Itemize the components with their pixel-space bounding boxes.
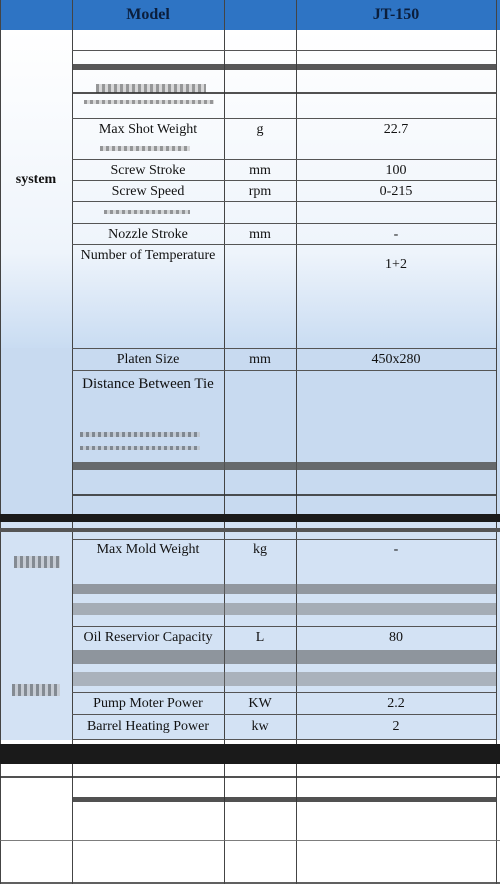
param-value: 100 (385, 162, 407, 178)
param-value: 1+2 (385, 257, 407, 272)
scan-artifact (73, 584, 496, 594)
scan-artifact (80, 432, 200, 437)
table-row (72, 244, 496, 349)
table-row (72, 159, 496, 181)
scan-artifact (73, 797, 496, 802)
scan-artifact (104, 210, 190, 214)
scan-artifact (100, 146, 190, 151)
param-value: 22.7 (383, 121, 409, 137)
table-row (72, 118, 496, 140)
param-unit: L (255, 630, 265, 645)
scan-artifact (73, 64, 496, 70)
param-value: - (393, 542, 399, 557)
header-model-label: Model (126, 6, 170, 23)
param-unit: rpm (248, 183, 272, 199)
param-unit: g (256, 121, 264, 137)
param-value: 2 (392, 719, 400, 734)
scan-artifact (0, 514, 500, 522)
scan-artifact (73, 462, 496, 470)
table-row (72, 370, 496, 397)
scan-artifact (73, 603, 496, 615)
param-name: Nozzle Stroke (108, 226, 188, 242)
table-row (72, 348, 496, 371)
scan-artifact (0, 776, 500, 778)
param-value: 2.2 (387, 696, 405, 711)
scan-artifact (73, 672, 496, 686)
scan-artifact (12, 684, 60, 696)
param-name: Pump Moter Power (93, 696, 203, 711)
param-name: Distance Between Tie (82, 375, 214, 392)
group-label-system: system (15, 172, 57, 187)
table-row (72, 692, 496, 715)
scan-artifact (73, 92, 496, 94)
table-row (72, 223, 496, 245)
param-value: 450x280 (371, 352, 421, 367)
param-name: Platen Size (116, 352, 180, 367)
param-name: Barrel Heating Power (86, 719, 210, 734)
scan-artifact (73, 494, 496, 496)
param-unit: kw (251, 719, 269, 734)
scan-artifact (0, 840, 500, 841)
param-name: Max Mold Weight (96, 542, 200, 557)
param-name: Screw Stroke (110, 162, 186, 178)
param-unit: KW (248, 696, 272, 711)
param-value: 0-215 (379, 183, 413, 199)
param-name: Max Shot Weight (98, 121, 198, 137)
param-value: - (393, 226, 399, 242)
table-row (72, 626, 496, 649)
param-unit: mm (249, 226, 271, 242)
table-row (72, 50, 496, 65)
scan-artifact (80, 446, 200, 450)
table-row (72, 714, 496, 740)
param-unit: mm (249, 162, 271, 178)
scan-artifact (84, 100, 214, 104)
table-row (72, 180, 496, 202)
scan-artifact (0, 744, 500, 764)
scan-artifact (14, 556, 60, 568)
scan-artifact (0, 528, 500, 532)
scan-artifact (73, 650, 496, 664)
param-unit: kg (253, 542, 267, 557)
param-name: Oil Reservior Capacity (83, 630, 213, 645)
param-name: Screw Speed (111, 183, 185, 199)
param-value: 80 (389, 630, 403, 645)
param-name: Number of Temperature (80, 248, 216, 263)
param-unit: mm (249, 352, 271, 367)
table-header (0, 0, 500, 30)
header-model-value: JT-150 (372, 6, 420, 23)
table-row (72, 539, 496, 560)
